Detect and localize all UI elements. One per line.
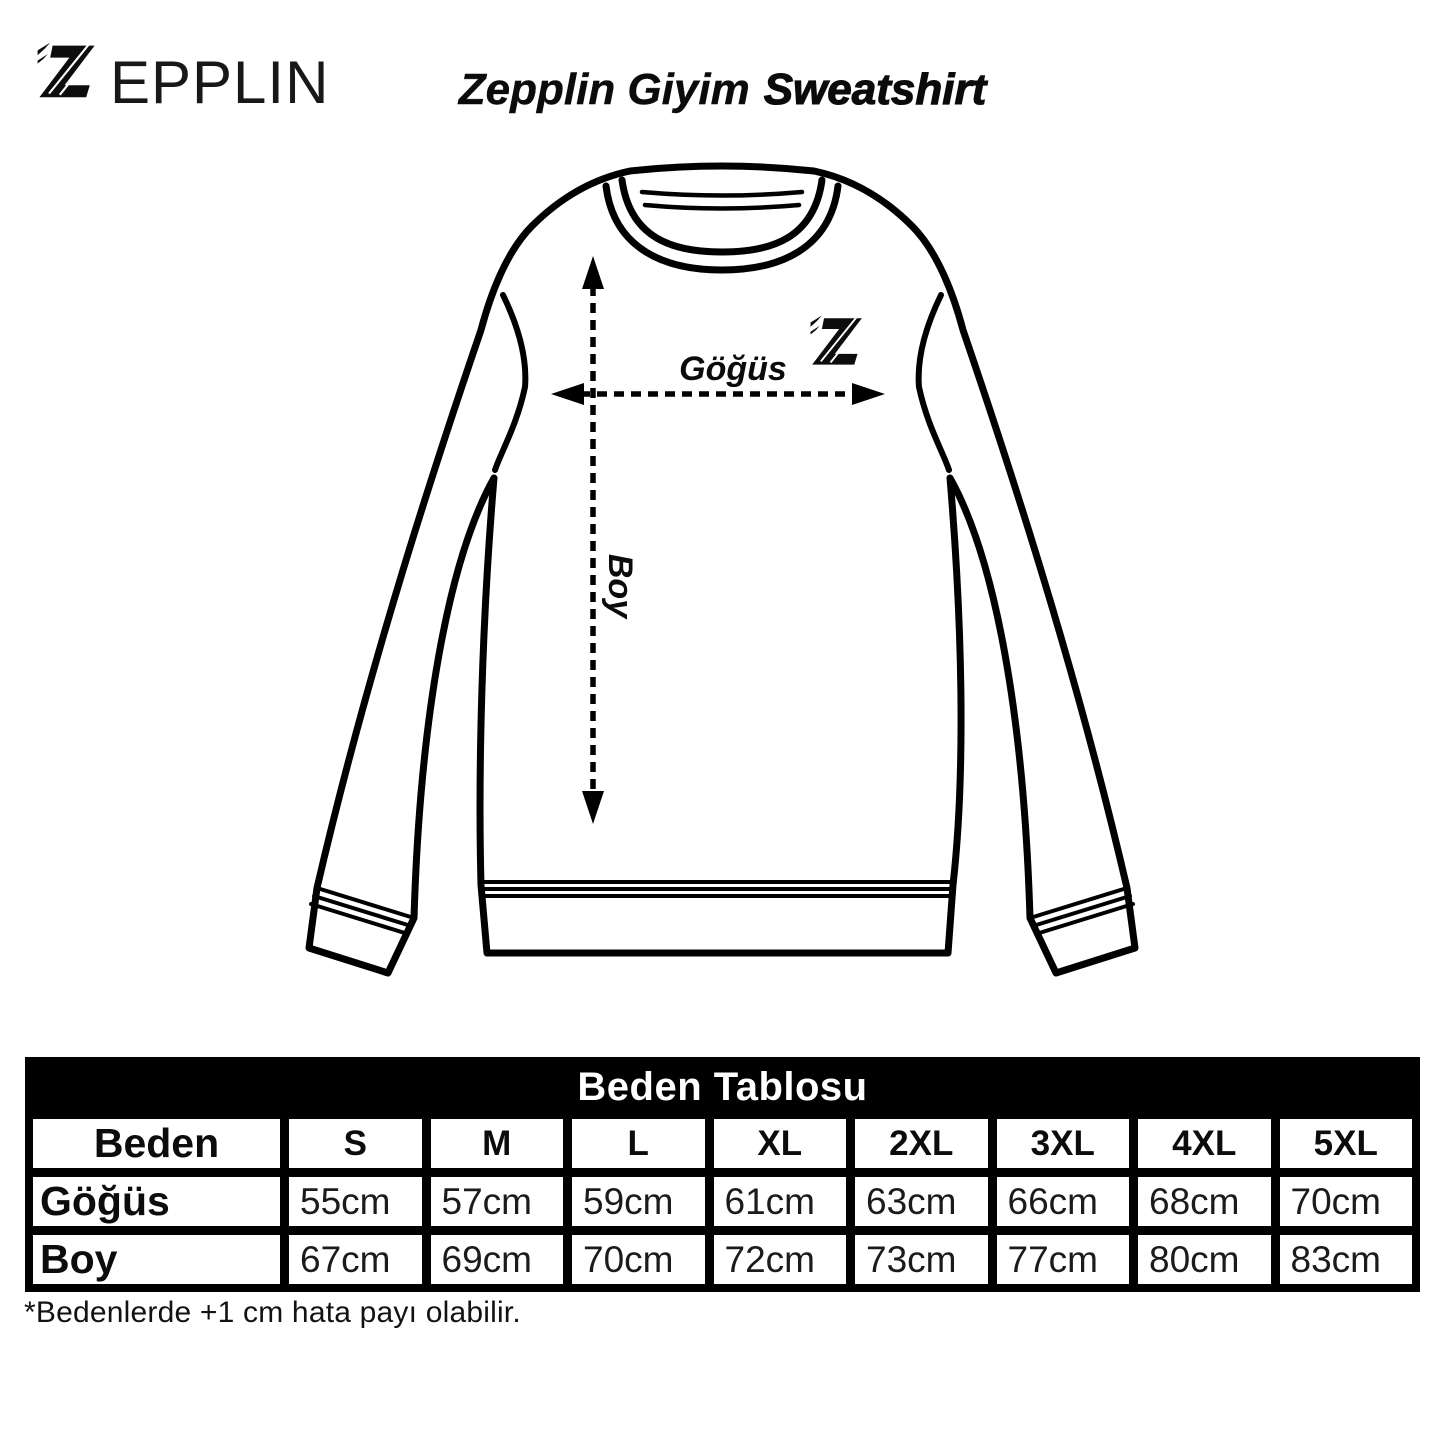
size-column-header-5xl: 5XL: [1280, 1119, 1413, 1168]
size-column-header-l: L: [572, 1119, 705, 1168]
measurement-value-cell: 63cm: [855, 1177, 988, 1226]
measurement-value-cell: 77cm: [997, 1235, 1130, 1284]
brand-name-text: EPPLIN: [110, 49, 330, 116]
measurement-value-cell: 73cm: [855, 1235, 988, 1284]
size-column-header-xl: XL: [714, 1119, 847, 1168]
measurement-value-cell: 59cm: [572, 1177, 705, 1226]
measurement-value-cell: 66cm: [997, 1177, 1130, 1226]
measurement-value-cell: 68cm: [1138, 1177, 1271, 1226]
measurement-value-cell: 69cm: [431, 1235, 564, 1284]
length-measure-label: Boy: [601, 553, 639, 619]
measurement-value-cell: 67cm: [289, 1235, 422, 1284]
title-product-part: Sweatshirt: [763, 65, 987, 114]
size-table-title: Beden Tablosu: [577, 1065, 868, 1109]
title-brand-part: Zepplin Giyim: [458, 65, 750, 114]
measurement-value-cell: 80cm: [1138, 1235, 1271, 1284]
size-table-grid: [33, 1119, 1412, 1284]
sweatshirt-outline: [309, 166, 1135, 973]
size-column-header-2xl: 2XL: [855, 1119, 988, 1168]
size-tolerance-note: *Bedenlerde +1 cm hata payı olabilir.: [24, 1296, 521, 1329]
chest-measure-label: Göğüs: [679, 350, 787, 388]
measurement-value-cell: 83cm: [1280, 1235, 1413, 1284]
measurement-row-label: Göğüs: [33, 1177, 280, 1226]
size-table: [25, 1057, 1420, 1292]
measurement-value-cell: 55cm: [289, 1177, 422, 1226]
size-column-header-s: S: [289, 1119, 422, 1168]
size-column-header-m: M: [431, 1119, 564, 1168]
measurement-value-cell: 61cm: [714, 1177, 847, 1226]
size-column-header-3xl: 3XL: [997, 1119, 1130, 1168]
measurement-value-cell: 72cm: [714, 1235, 847, 1284]
size-column-header-4xl: 4XL: [1138, 1119, 1271, 1168]
measurement-value-cell: 57cm: [431, 1177, 564, 1226]
measurement-value-cell: 70cm: [1280, 1177, 1413, 1226]
measurement-value-cell: 70cm: [572, 1235, 705, 1284]
measure-column-header: Beden: [33, 1119, 280, 1168]
measurement-row-label: Boy: [33, 1235, 280, 1284]
